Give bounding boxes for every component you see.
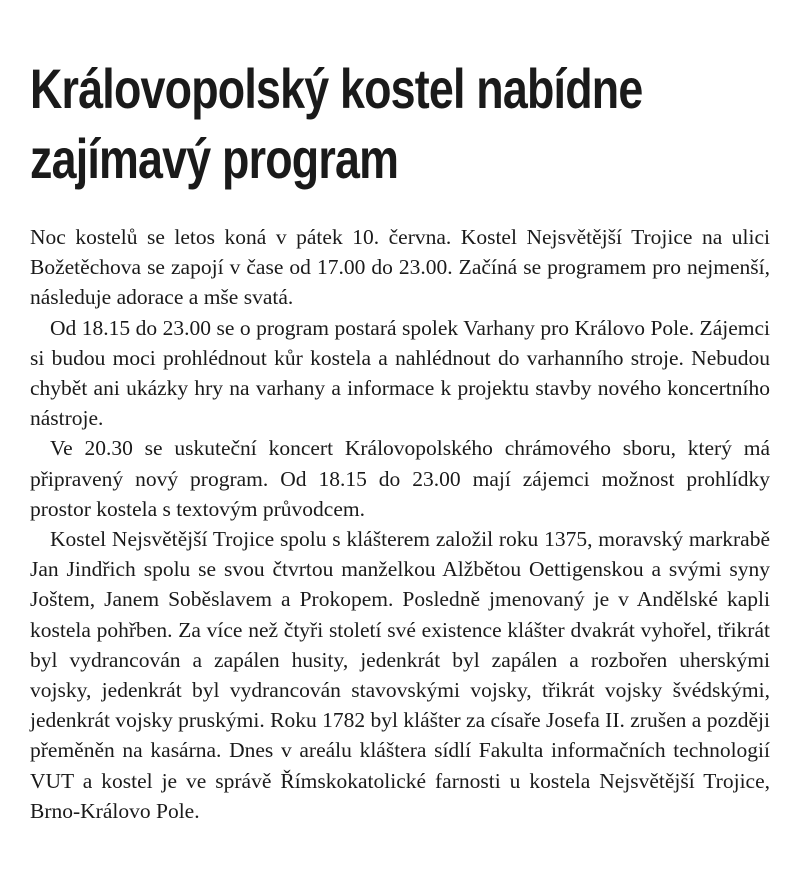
article-headline: Královopolský kostel nabídne zajímavý program xyxy=(30,57,643,190)
article-paragraph-4: Kostel Nejsvětější Trojice spolu s klášterem založil roku 1375, moravský markrabě Jan Jindřich spolu se svou čtvrtou manželkou Alžbětou Oettigenskou a svými syny Joštem, Janem Soběslavem a Prokopem. Posledně jmenovaný je v Andělské kapli kostela pohřben. Za více než čtyři století své existence klášter dvakrát vyhořel, třikrát byl vydrancován a zapálen husity, jedenkrát byl zapálen a rozbořen uherskými vojsky, jedenkrát byl vydrancován stavovskými vojsky, třikrát vojsky švédskými, jedenkrát vojsky pruskými. Roku 1782 byl klášter za císaře Josefa II. zrušen a později přeměněn na kasárna. Dnes v areálu kláštera sídlí Fakulta informačních technologií VUT a kostel je ve správě Římskokatolické farnosti u kostela Nejsvětější Trojice, Brno-Královo Pole. xyxy=(30,527,770,823)
article-paragraph-2: Od 18.15 do 23.00 se o program postará spolek Varhany pro Královo Pole. Zájemci si budou moci prohlédnout kůr kostela a nahlédnout do varhanního stroje. Nebudou chybět ani ukázky hry na varhany a informace k projektu stavby nového koncertního nástroje. xyxy=(30,315,770,431)
article-body xyxy=(30,222,770,826)
article-paragraph-1: Noc kostelů se letos koná v pátek 10. června. Kostel Nejsvětější Trojice na ulici Božetěchova se zapojí v čase od 17.00 do 23.00. Začíná se programem pro nejmenší, následuje adorace a mše svatá. xyxy=(30,225,770,310)
article xyxy=(30,54,770,826)
article-paragraph-3: Ve 20.30 se uskuteční koncert Královopolského chrámového sboru, který má připravený nový program. Od 18.15 do 23.00 mají zájemci možnost prohlídky prostor kostela s textovým průvodcem. xyxy=(30,436,770,521)
